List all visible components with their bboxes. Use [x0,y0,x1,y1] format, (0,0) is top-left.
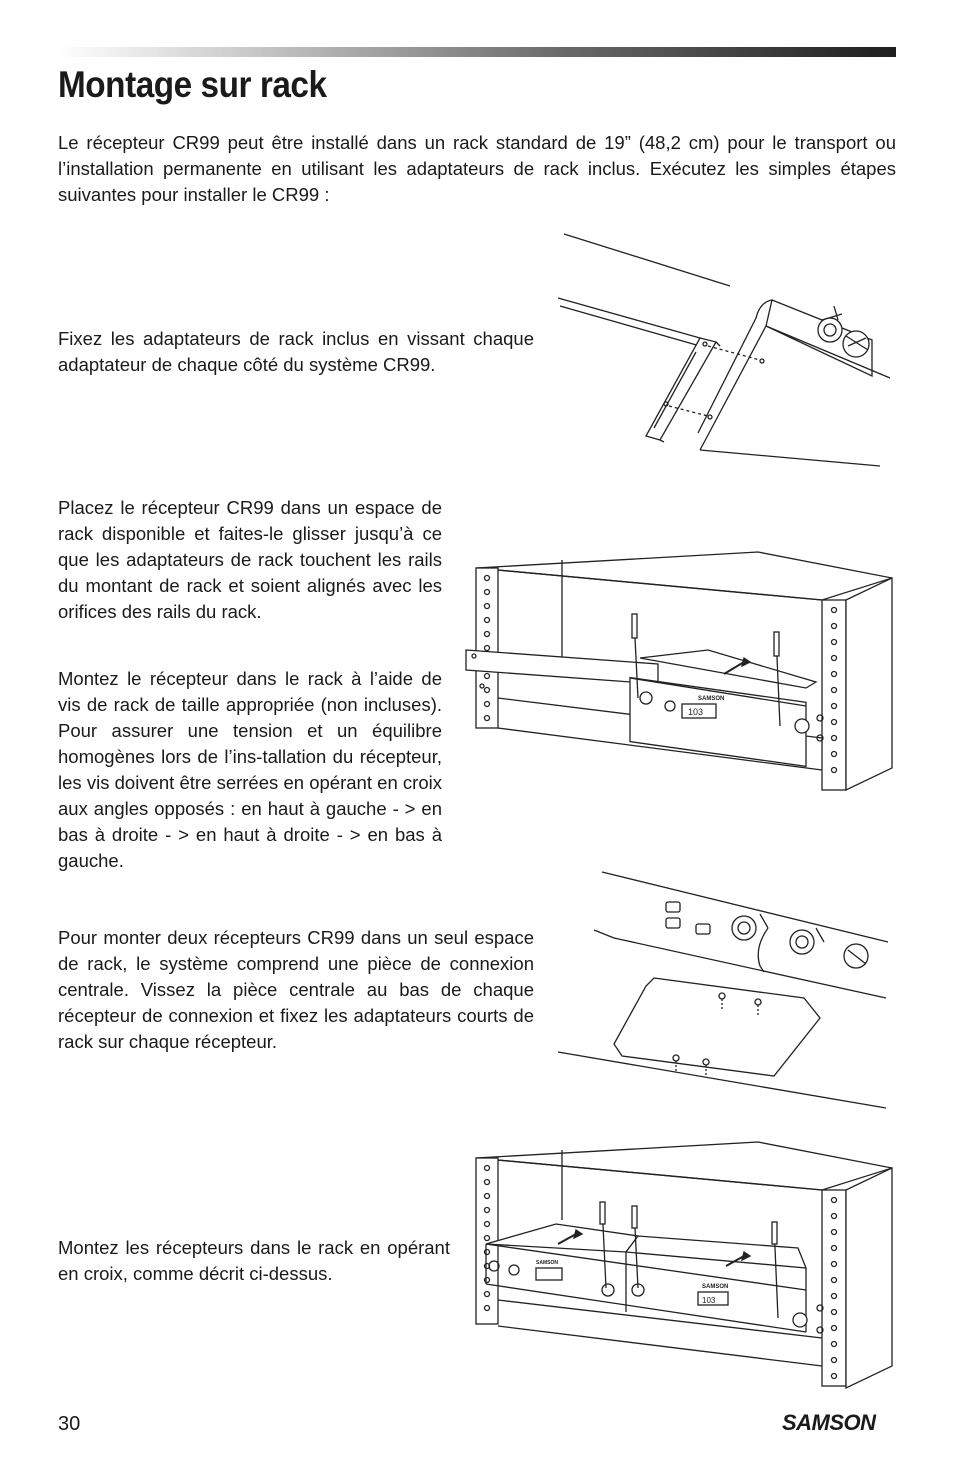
step-screw-text: Montez le récepteur dans le rack à l’aide de vis de rack de taille appropriée (non incluses). Pour assurer une tension et un équilibre homogènes lors de l’ins-tallation du récepteur, les vis doivent être serrées en opérant en croix aux angles opposés : en haut à gauche - > en bas à droite - > en haut à droite - > en bas à gauche. [58,668,442,871]
samson-logo: SAMSON [782,1410,876,1435]
receiver-display: 103 [688,707,704,717]
header-gradient-bar [58,47,896,57]
page-number: 30 [58,1413,81,1435]
figure-rack-double [462,1140,894,1404]
step-adapter-text: Fixez les adaptateurs de rack inclus en vissant chaque adaptateur de chaque côté du système CR99. [58,328,534,375]
receiver2-display: 103 [702,1296,716,1305]
figure-rack-single [462,548,894,808]
step-join-text: Pour monter deux récepteurs CR99 dans un seul espace de rack, le système comprend une pièce de connexion centrale. Vissez la pièce centrale au bas de chaque récepteur de connexion et fixez les adaptateurs courts de rack sur chaque récepteur. [58,927,534,1052]
receiver1-brand-label: SAMSON [536,1260,558,1266]
page-title: Montage sur rack [58,64,327,105]
receiver-brand-label: SAMSON [698,696,725,702]
step-slide-text: Placez le récepteur CR99 dans un espace de rack disponible et faites-le glisser jusqu’à ce que les adaptateurs de rack touchent les rails du montant de rack et soient alignés avec les orifices des rails du rack. [58,497,442,622]
step-double-text: Montez les récepteurs dans le rack en opérant en croix, comme décrit ci-dessus. [58,1237,450,1284]
figure-adapter-attach [550,228,900,468]
figure-joining-plate [554,868,894,1112]
intro-paragraph: Le récepteur CR99 peut être installé dans un rack standard de 19” (48,2 cm) pour le transport ou l’installation permanente en utilisant les adaptateurs de rack inclus. Exécutez les simples étapes suivantes pour installer le CR99 : [58,132,896,205]
receiver2-brand-label: SAMSON [702,1284,729,1290]
